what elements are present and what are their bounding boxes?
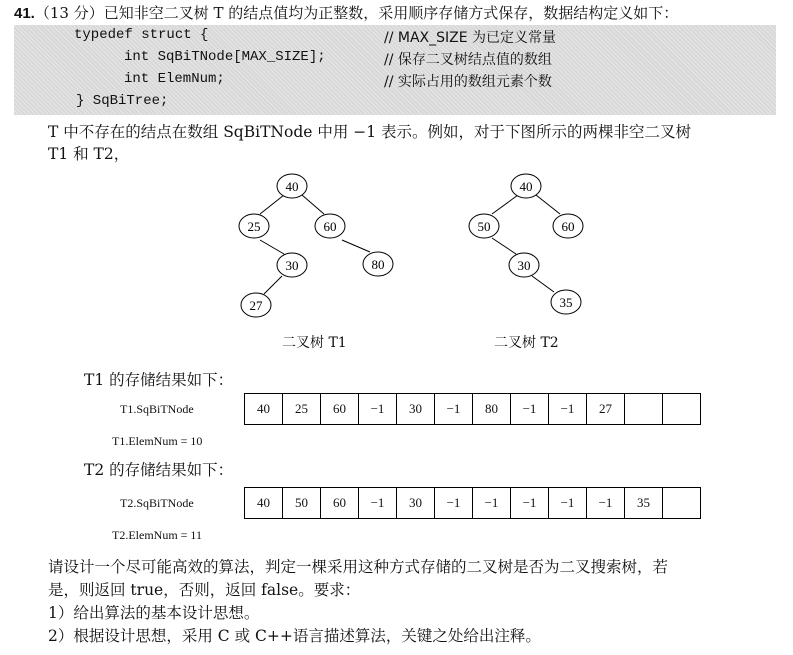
t1-cell: 80 bbox=[473, 394, 511, 425]
task-requirement-2: 2）根据设计思想，采用 C 或 C++语言描述算法，关键之处给出注释。 bbox=[48, 627, 541, 645]
t2-cell: 50 bbox=[283, 488, 321, 519]
t1-cell: 40 bbox=[245, 394, 283, 425]
t1-cell: 60 bbox=[321, 394, 359, 425]
t2-array-table bbox=[244, 487, 701, 519]
t2-cell: −1 bbox=[549, 488, 587, 519]
tree-t2-label-40: 40 bbox=[519, 179, 533, 194]
t1-cell: 30 bbox=[397, 394, 435, 425]
t2-cell: −1 bbox=[359, 488, 397, 519]
code-block bbox=[14, 25, 776, 115]
t2-cell: 35 bbox=[625, 488, 663, 519]
tree-t1-diagram bbox=[230, 168, 400, 323]
tree-t1-label-40: 40 bbox=[285, 179, 299, 194]
code-line-4: } SqBiTree; bbox=[76, 93, 169, 109]
desc-line-2: T1 和 T2， bbox=[48, 145, 130, 163]
t2-cell bbox=[663, 488, 701, 519]
t2-cell: 40 bbox=[245, 488, 283, 519]
t1-cell: −1 bbox=[435, 394, 473, 425]
tree-t2-label-50: 50 bbox=[477, 219, 491, 234]
t2-storage-heading: T2 的存储结果如下： bbox=[84, 461, 234, 479]
tree-t1-edges bbox=[260, 195, 370, 294]
t2-cell: −1 bbox=[511, 488, 549, 519]
t2-cell: −1 bbox=[587, 488, 625, 519]
code-line-2: int SqBiTNode[MAX_SIZE]; bbox=[124, 49, 326, 65]
task-line-2: 是，则返回 true，否则，返回 false。要求： bbox=[48, 581, 361, 599]
code-line-3: int ElemNum; bbox=[124, 71, 225, 87]
tree-t1-label-60: 60 bbox=[323, 219, 337, 234]
code-comment-2: // 保存二叉树结点值的数组 bbox=[384, 52, 552, 68]
t1-cell bbox=[625, 394, 663, 425]
t1-cell: 25 bbox=[283, 394, 321, 425]
t2-cell: −1 bbox=[435, 488, 473, 519]
tree-t2-edges bbox=[492, 195, 560, 292]
t1-array-label: T1.SqBiTNode bbox=[120, 402, 194, 416]
question-header bbox=[14, 2, 678, 23]
question-text: （13 分）已知非空二叉树 T 的结点值均为正整数，采用顺序存储方式保存，数据结构定义如下： bbox=[34, 4, 679, 22]
tree-t2-label-35: 35 bbox=[559, 295, 573, 310]
code-comment-1: // MAX_SIZE 为已定义常量 bbox=[384, 30, 557, 46]
t1-cell: −1 bbox=[359, 394, 397, 425]
task-line-1: 请设计一个尽可能高效的算法，判定一棵采用这种方式存储的二叉树是否为二叉搜索树，若 bbox=[48, 558, 669, 576]
t2-elemnum: T2.ElemNum = 11 bbox=[112, 528, 202, 542]
tree-t1-label-30: 30 bbox=[285, 258, 299, 273]
t2-cell: 60 bbox=[321, 488, 359, 519]
tree-t2-diagram bbox=[462, 168, 592, 323]
t2-array-label: T2.SqBiTNode bbox=[120, 496, 194, 510]
tree-t1-label-25: 25 bbox=[247, 219, 261, 234]
t1-elemnum: T1.ElemNum = 10 bbox=[112, 434, 203, 448]
t2-cell: 30 bbox=[397, 488, 435, 519]
tree-t2-label-60: 60 bbox=[561, 219, 575, 234]
tree-t1-label-27: 27 bbox=[249, 298, 263, 313]
tree-t2-label-30: 30 bbox=[517, 258, 531, 273]
tree-t1-label-80: 80 bbox=[371, 257, 385, 272]
tree-t1-caption: 二叉树 T1 bbox=[282, 335, 347, 351]
t1-cell: 27 bbox=[587, 394, 625, 425]
tree-t2-caption: 二叉树 T2 bbox=[494, 335, 559, 351]
t1-array-table bbox=[244, 393, 701, 425]
desc-line-1: T 中不存在的结点在数组 SqBiTNode 中用 −1 表示。例如，对于下图所示的两棵非空二叉树 bbox=[48, 123, 692, 141]
t1-storage-heading: T1 的存储结果如下： bbox=[84, 371, 234, 389]
question-number: 41. bbox=[14, 5, 35, 22]
task-requirement-1: 1）给出算法的基本设计思想。 bbox=[48, 604, 260, 622]
t1-cell: −1 bbox=[511, 394, 549, 425]
t1-cell bbox=[663, 394, 701, 425]
t1-cell: −1 bbox=[549, 394, 587, 425]
code-comment-3: // 实际占用的数组元素个数 bbox=[384, 74, 552, 90]
t2-cell: −1 bbox=[473, 488, 511, 519]
code-line-1: typedef struct { bbox=[74, 27, 209, 43]
